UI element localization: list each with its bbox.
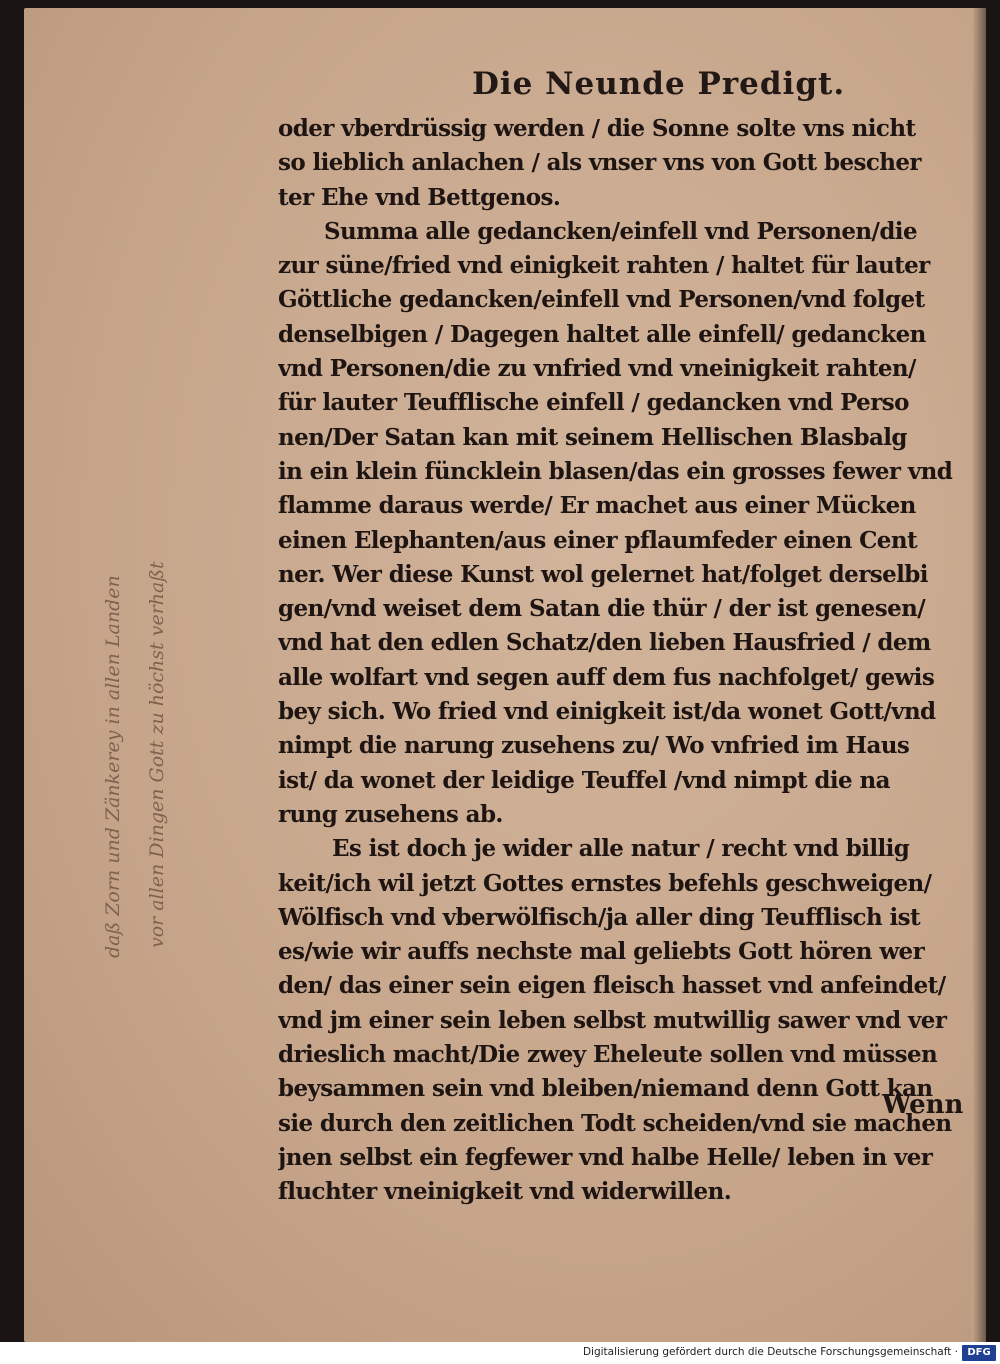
handwritten-margin-note [64,478,194,978]
text-line: fluchter vneinigkeit vnd widerwillen. [278,1178,732,1206]
text-line: für lauter Teufflische einfell / gedancken vnd Perso [278,389,909,417]
text-line: gen/vnd weiset dem Satan die thür / der ist genesen/ [278,595,926,623]
text-line: vnd hat den edlen Schatz/den lieben Hausfried / dem [278,629,931,657]
handwritten-note-line: daß Zorn und Zänkerey in allen Landen [102,575,124,958]
text-line: jnen selbst ein fegfewer vnd halbe Helle/ leben in ver [278,1143,933,1171]
text-line: beysammen sein vnd bleiben/niemand denn Gott kan [278,1075,933,1103]
text-line: nen/Der Satan kan mit seinem Hellischen Blasbalg [278,423,907,451]
text-line: oder vberdrüssig werden / die Sonne solte vns nicht [278,115,916,142]
text-line: flamme daraus werde/ Er machet aus einer Mücken [278,492,916,520]
digitization-footer [0,1342,1000,1364]
text-line: vnd jm einer sein leben selbst mutwillig sawer vnd ver [278,1006,947,1034]
text-line: Wölfisch vnd vberwölfisch/ja aller ding Teufflisch ist [278,903,920,931]
catchword: Wenn [882,1090,964,1120]
handwritten-note-line: vor allen Dingen Gott zu höchst verhaßt [146,561,168,948]
text-line: den/ das einer sein eigen fleisch hasset vnd anfeindet/ [278,972,946,1000]
text-line: einen Elephanten/aus einer pflaumfeder einen Cent [278,526,917,554]
funding-credit: Digitalisierung gefördert durch die Deutsche Forschungsgemeinschaft · [582,1346,958,1358]
dfg-logo: DFG [962,1345,996,1361]
text-line: es/wie wir auffs nechste mal geliebts Gott hören wer [278,938,925,966]
text-line: vnd Personen/die zu vnfried vnd vneinigkeit rahten/ [278,355,916,383]
text-line: sie durch den zeitlichen Todt scheiden/vnd sie machen [278,1109,952,1137]
page-header: Die Neunde Predigt. [472,66,846,102]
text-line: nimpt die narung zusehens zu/ Wo vnfried im Haus [278,732,910,760]
text-line: zur süne/fried vnd einigkeit rahten / haltet für lauter [278,252,930,280]
text-line-paragraph-start: Es ist doch je wider alle natur / recht vnd billig [332,835,910,863]
text-line: ner. Wer diese Kunst wol gelernet hat/folget derselbi [278,560,928,588]
text-line: ter Ehe vnd Bettgenos. [278,183,561,211]
text-line: Göttliche gedancken/einfell vnd Personen/vnd folget [278,286,925,314]
text-line: alle wolfart vnd segen auff dem fus nachfolget/ gewis [278,663,935,691]
text-line: ist/ da wonet der leidige Teuffel /vnd nimpt die na [278,766,890,794]
body-text [278,112,978,1210]
book-page [24,8,986,1342]
text-line: in ein klein füncklein blasen/das ein grosses fewer vnd [278,457,953,485]
text-line: drieslich macht/Die zwey Eheleute sollen vnd müssen [278,1041,938,1069]
text-line: rung zusehens ab. [278,800,503,828]
text-line: so lieblich anlachen / als vnser vns von Gott bescher [278,149,921,177]
text-line: bey sich. Wo fried vnd einigkeit ist/da wonet Gott/vnd [278,698,936,726]
text-line-paragraph-start: Summa alle gedancken/einfell vnd Personen/die [324,217,917,245]
text-line: keit/ich wil jetzt Gottes ernstes befehls geschweigen/ [278,869,932,897]
text-line: denselbigen / Dagegen haltet alle einfell/ gedancken [278,320,926,348]
